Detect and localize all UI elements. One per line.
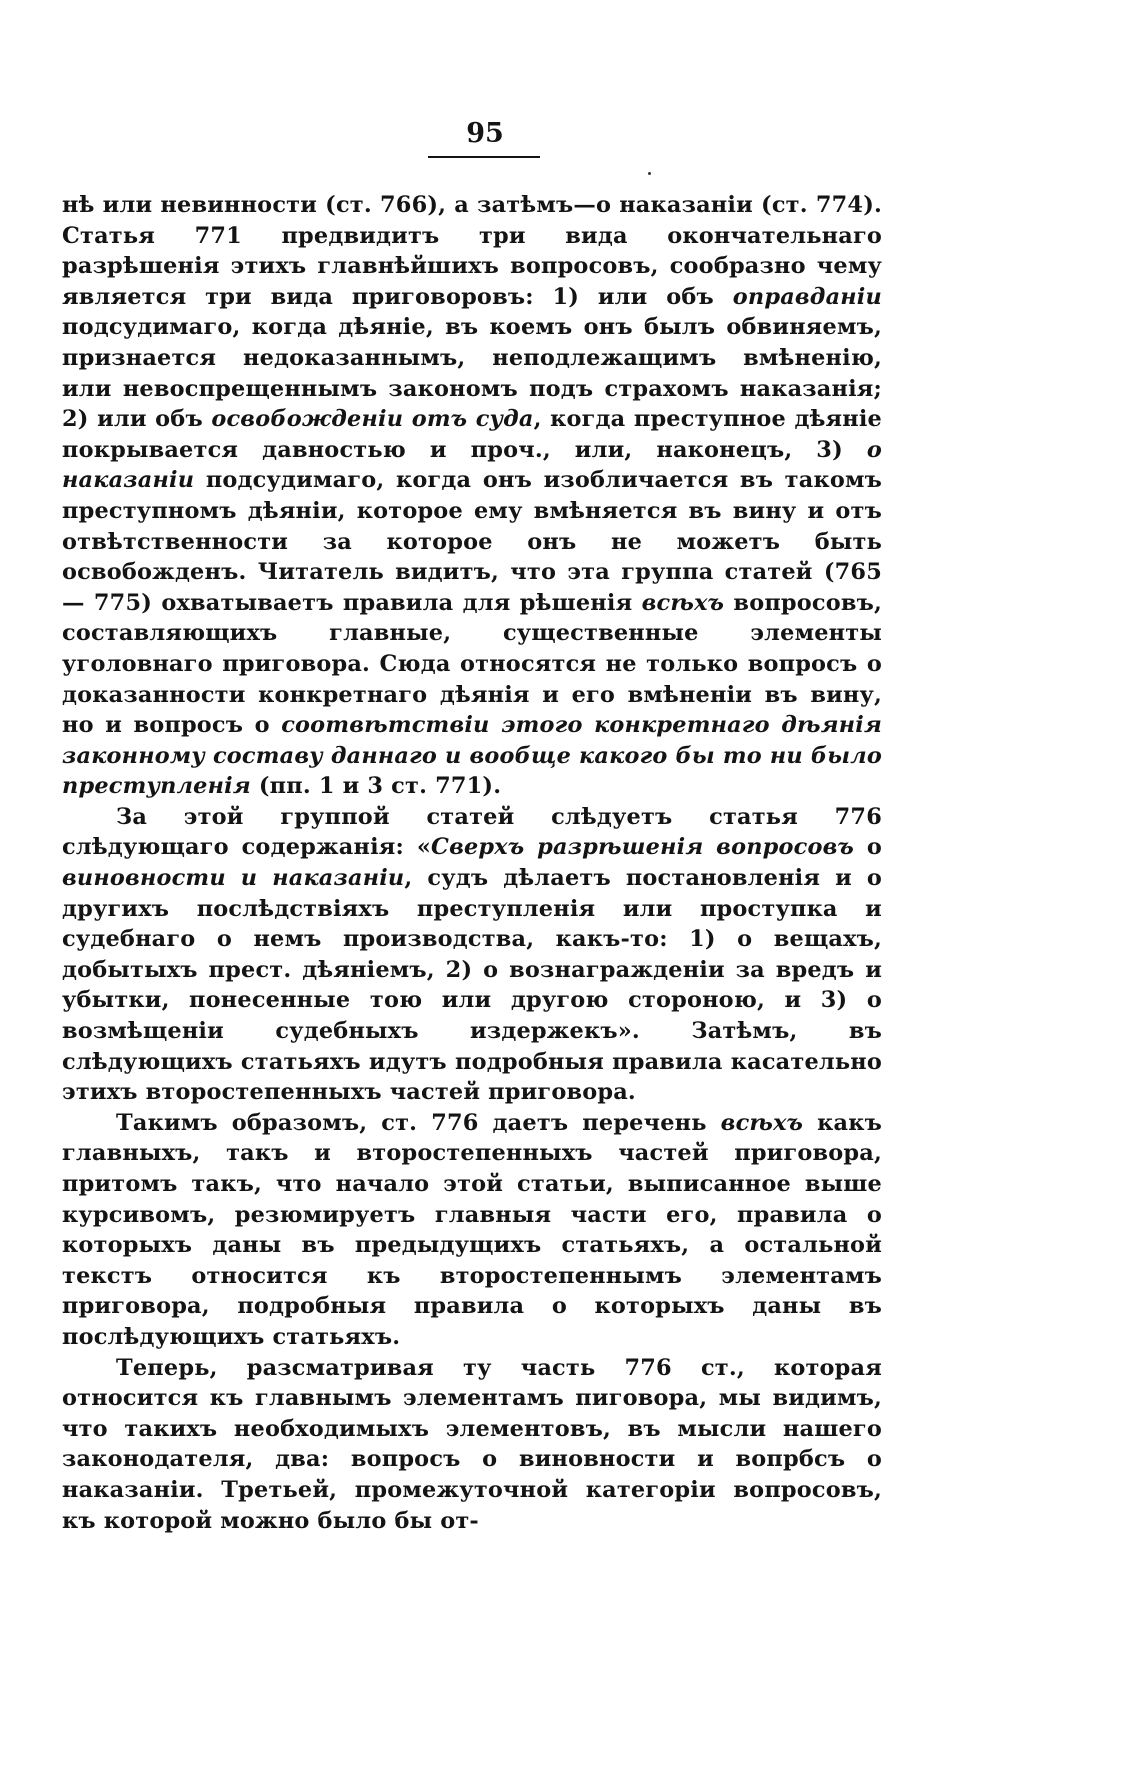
header-rule bbox=[428, 156, 540, 158]
text-run: Такимъ образомъ, ст. 776 даетъ перечень bbox=[116, 1109, 721, 1136]
italic-run: виновности и наказаніи bbox=[62, 865, 405, 892]
text-run: вопросовъ, составляющихъ главные, существенные элементы уголовнаго приговора. Сюда относятся не только вопросъ о доказанности конкретнаго дѣянія и его вмѣненіи въ вину, но и вопросъ о bbox=[62, 589, 883, 739]
paragraph bbox=[62, 190, 882, 802]
text-run: подсудимаго, когда дѣяніе, въ коемъ онъ былъ обвиняемъ, признается недоказаннымъ, неподлежащимъ вмѣненію, или невоспрещеннымъ закономъ подъ страхомъ наказанія; 2) или объ bbox=[62, 314, 882, 433]
page-number: 95 bbox=[466, 118, 504, 149]
text-run: какъ главныхъ, такъ и второстепенныхъ частей приговора, притомъ такъ, что начало этой статьи, выписанное выше курсивомъ, резюмируетъ главныя части его, правила о которыхъ даны въ предыдущихъ статьяхъ, а остальной текстъ относится къ второстепеннымъ элементамъ приговора, подробныя правила о которыхъ даны въ послѣдующихъ статьяхъ. bbox=[62, 1109, 882, 1350]
text-run: , когда преступное дѣяніе покрывается давностью и проч., или, наконецъ, 3) bbox=[62, 406, 882, 463]
text-run: подсудимаго, когда онъ изобличается въ такомъ преступномъ дѣяніи, которое ему вмѣняется въ вину и отъ отвѣтственности за которое онъ не можетъ быть освобожденъ. Читатель видитъ, что эта группа статей (765 — 775) охватываетъ правила для рѣшенія bbox=[62, 467, 882, 616]
italic-run: освобожденіи отъ суда bbox=[211, 406, 534, 433]
scan-speck bbox=[648, 172, 651, 175]
text-run: (пп. 1 и 3 ст. 771). bbox=[250, 773, 502, 800]
paragraph bbox=[62, 1353, 882, 1537]
text-run: Теперь, разсматривая ту часть 776 ст., которая относится къ главнымъ элементамъ пиговора, мы видимъ, что такихъ необходимыхъ элементовъ, въ мысли нашего законодателя, два: вопросъ о виновности и вопрбсъ о наказаніи. Третьей, промежуточной категоріи вопросовъ, къ которой можно было бы от- bbox=[62, 1354, 882, 1534]
italic-run: оправданіи bbox=[732, 283, 882, 310]
body-text bbox=[62, 190, 882, 1536]
paragraph bbox=[62, 802, 882, 1108]
text-run: о bbox=[854, 834, 882, 861]
italic-run: Сверхъ разрѣшенія вопросовъ bbox=[431, 834, 855, 861]
paragraph bbox=[62, 1108, 882, 1353]
italic-run: всѣхъ bbox=[720, 1109, 804, 1136]
italic-run: о наказаніи bbox=[62, 436, 882, 494]
text-run: , судъ дѣлаетъ постановленія и о другихъ послѣдствіяхъ преступленія или проступка и судебнаго о немъ производства, какъ-то: 1) о вещахъ, добытыхъ прест. дѣяніемъ, 2) о вознагражденіи за вредъ и убытки, понесенные тою или другою стороною, и 3) о возмѣщеніи судебныхъ издержекъ». Затѣмъ, въ слѣдующихъ статьяхъ идутъ подробныя правила касательно этихъ второстепенныхъ частей приговора. bbox=[62, 865, 882, 1106]
text-run: нѣ или невинности (ст. 766), а затѣмъ—о наказаніи (ст. 774). Статья 771 предвидитъ три вида окончательнаго разрѣшенія этихъ главнѣйшихъ вопросовъ, сообразно чему является три вида приговоровъ: 1) или объ bbox=[62, 192, 882, 310]
italic-run: соотвѣтствіи этого конкретнаго дѣянія законному составу даннаго и вообще какого бы то ни было преступленія bbox=[62, 712, 882, 800]
italic-run: всѣхъ bbox=[641, 589, 725, 616]
text-run: За этой группой статей слѣдуетъ статья 776 слѣдующаго содержанія: « bbox=[62, 803, 882, 861]
